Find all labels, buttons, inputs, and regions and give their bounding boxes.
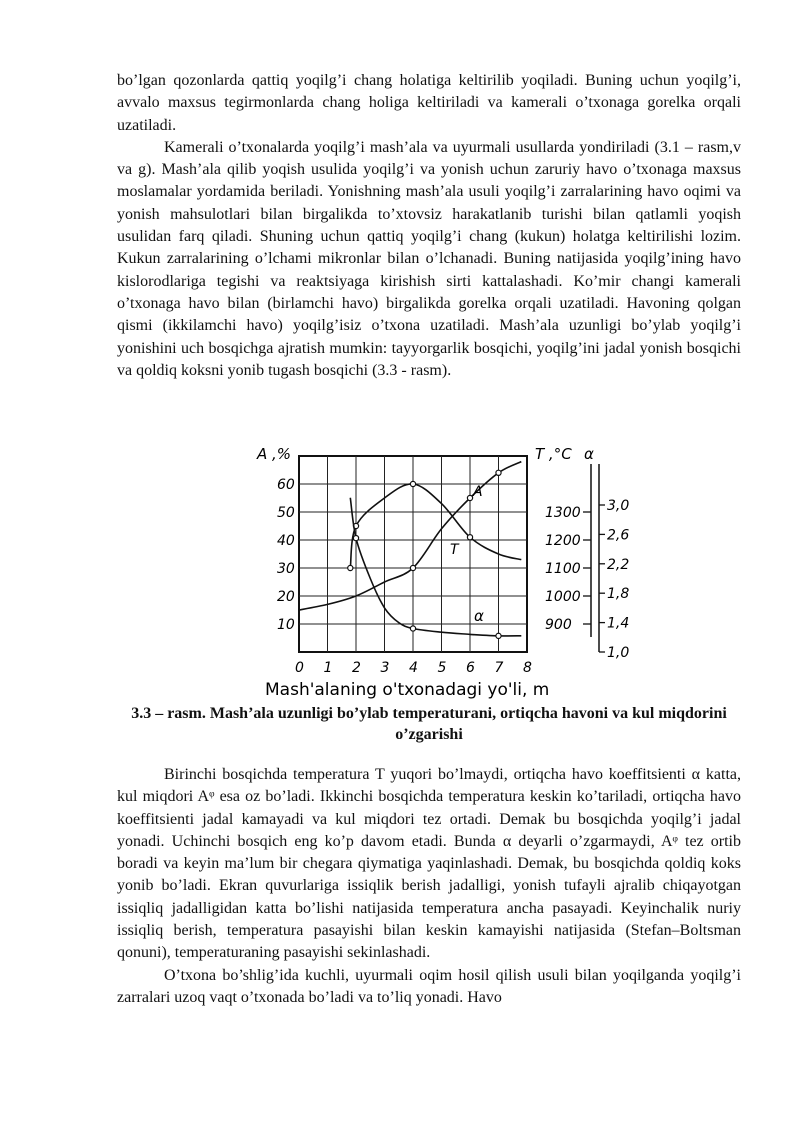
data-point xyxy=(496,633,501,638)
paragraph: Kamerali o’txonalarda yoqilg’i mash’ala va uyurmali usullarda yondiriladi (3.1 – rasm,v va g). Mash’ala qilib yoqish usulida yoqilg’i va yonish uchun zaruriy havo o’txonaga maxsus moslamalar yordamida beriladi. Yonishning mash’ala usuli yoqilg’i zarralarining havo oqimi va yonish mahsulotlari bilan birgalikda to’xtovsiz harakatlanib turishi bilan qatlamli yoqish usulidan farq qiladi. Shuning uchun qattiq yoqilg’i chang (kukun) holatga keltirilishi lozim. Kukun zarralarining o’lchami mikronlar bilan o’lchanadi. Buning natijasida yoqilg’ining havo kislorodlariga tegishi va reaktsiyaga kirishish sirti kattalashadi. Ko’mir changi kamerali o’txonaga havo bilan (birlamchi havo) birgalikda gorelka orqali uzatiladi. Havoning qolgan qismi (ikkilamchi havo) yoqilg’isiz o’txona uzatiladi. Mash’ala uzunligi bo’ylab yoqilg’i yonishini uch bosqichga ajratish mumkin: tayyorgarlik bosqichi, yoqilg’ini jadal yonish bosqichi va qoldiq koksni yonib tugash bosqichi (3.3 - rasm). xyxy=(117,138,741,379)
curve-label-T: T xyxy=(450,542,459,558)
x-tick-label: 5 xyxy=(437,660,447,676)
figure-caption: 3.3 – rasm. Mash’ala uzunligi bo’ylab temperaturani, ortiqcha havoni va kul miqdorini o’zgarishi xyxy=(131,705,727,743)
left-tick-label: 10 xyxy=(277,617,295,633)
paragraph: Birinchi bosqichda temperatura T yuqori bo’lmaydi, ortiqcha havo koeffitsienti α katta, kul miqdori Aᵠ esa oz bo’ladi. Ikkinchi bosqichda temperatura keskin ko’tariladi, ortiqcha havo koeffitsienti jadal kamayadi va kul miqdori tez ortadi. Demak bu bosqichda yoqilg’i jadal yonadi. Uchinchi bosqich eng ko’p davom etadi. Bunda α deyarli o’zgarmaydi, Aᵠ tez ortib boradi va keyin ma’lum bir chegara qiymatiga yaqinlashadi. Demak, bu bosqichda qoldiq koks yonib bo’ladi. Ekran quvurlariga issiqlik berish jadalligi, yonish tufayli ajralib chiqayotgan issiqliq jadalligidan katta bo’lishi natijasida temperatura ancha pasayadi. Keyinchalik nuriy issiqliq berish, temperatura pasayishi bilan keskin kamayishi natijasida (Stefan–Boltsman qonuni), temperaturaning pasayishi sekinlashadi. xyxy=(117,766,741,962)
T-tick-label: 1000 xyxy=(545,589,581,605)
x-axis-label: Mash'alaning o'txonadagi yo'li, m xyxy=(265,680,550,700)
x-tick-label: 2 xyxy=(352,660,361,676)
data-point xyxy=(348,565,353,570)
right-axis-title-T: T ,°C xyxy=(535,445,572,463)
alpha-tick-label: 1,0 xyxy=(607,645,630,661)
data-point xyxy=(410,481,415,486)
data-point xyxy=(467,495,472,500)
left-tick-label: 60 xyxy=(277,477,295,493)
T-tick-label: 1100 xyxy=(545,561,581,577)
left-tick-label: 30 xyxy=(277,561,295,577)
page-text-bottom xyxy=(117,764,741,1009)
chart-labels xyxy=(277,477,629,676)
left-tick-label: 20 xyxy=(277,589,295,605)
alpha-tick-label: 1,8 xyxy=(607,586,630,603)
T-tick-label: 900 xyxy=(545,617,572,633)
left-axis-title: A ,% xyxy=(257,445,292,463)
x-tick-label: 7 xyxy=(494,660,504,676)
left-tick-label: 50 xyxy=(277,505,295,521)
curve-label-alpha: α xyxy=(474,607,484,625)
curve-T xyxy=(350,484,521,568)
paragraph: bo’lgan qozonlarda qattiq yoqilg’i chang holatiga keltirilib yoqiladi. Buning uchun yoqilg’i, avvalo maxsus tegirmonlarda chang holiga keltiriladi va kamerali o’txonaga gorelka orqali uzatiladi. xyxy=(117,72,741,134)
chart xyxy=(117,439,741,701)
x-tick-label: 6 xyxy=(466,660,475,676)
left-tick-label: 40 xyxy=(277,533,295,549)
alpha-tick-label: 3,0 xyxy=(607,498,630,514)
paragraph: O’txona bo’shlig’ida kuchli, uyurmali oqim hosil qilish usuli bilan yoqilganda yoqilg’i zarralari uzoq vaqt o’txonada bo’ladi va to’liq yonadi. Havo xyxy=(117,966,741,1006)
alpha-tick-label: 2,6 xyxy=(607,527,630,544)
alpha-tick-label: 2,2 xyxy=(607,556,630,573)
x-tick-label: 1 xyxy=(323,660,333,676)
T-tick-label: 1200 xyxy=(545,533,581,549)
curve-alpha xyxy=(350,498,521,636)
curve-label-A: A xyxy=(473,484,483,500)
T-tick-label: 1300 xyxy=(545,505,581,521)
data-point xyxy=(410,565,415,570)
data-point xyxy=(467,535,472,540)
x-tick-label: 3 xyxy=(380,660,390,676)
alpha-tick-label: 1,4 xyxy=(607,615,630,632)
x-tick-label: 0 xyxy=(295,660,304,676)
data-point xyxy=(496,470,501,475)
page-text-top xyxy=(117,70,741,382)
x-tick-label: 8 xyxy=(523,660,532,676)
x-tick-label: 4 xyxy=(409,660,418,676)
chart-curves xyxy=(299,462,521,639)
data-point xyxy=(410,626,415,631)
data-point xyxy=(353,535,358,540)
right-axis-title-alpha: α xyxy=(584,445,594,463)
figure-3-3 xyxy=(117,439,741,701)
